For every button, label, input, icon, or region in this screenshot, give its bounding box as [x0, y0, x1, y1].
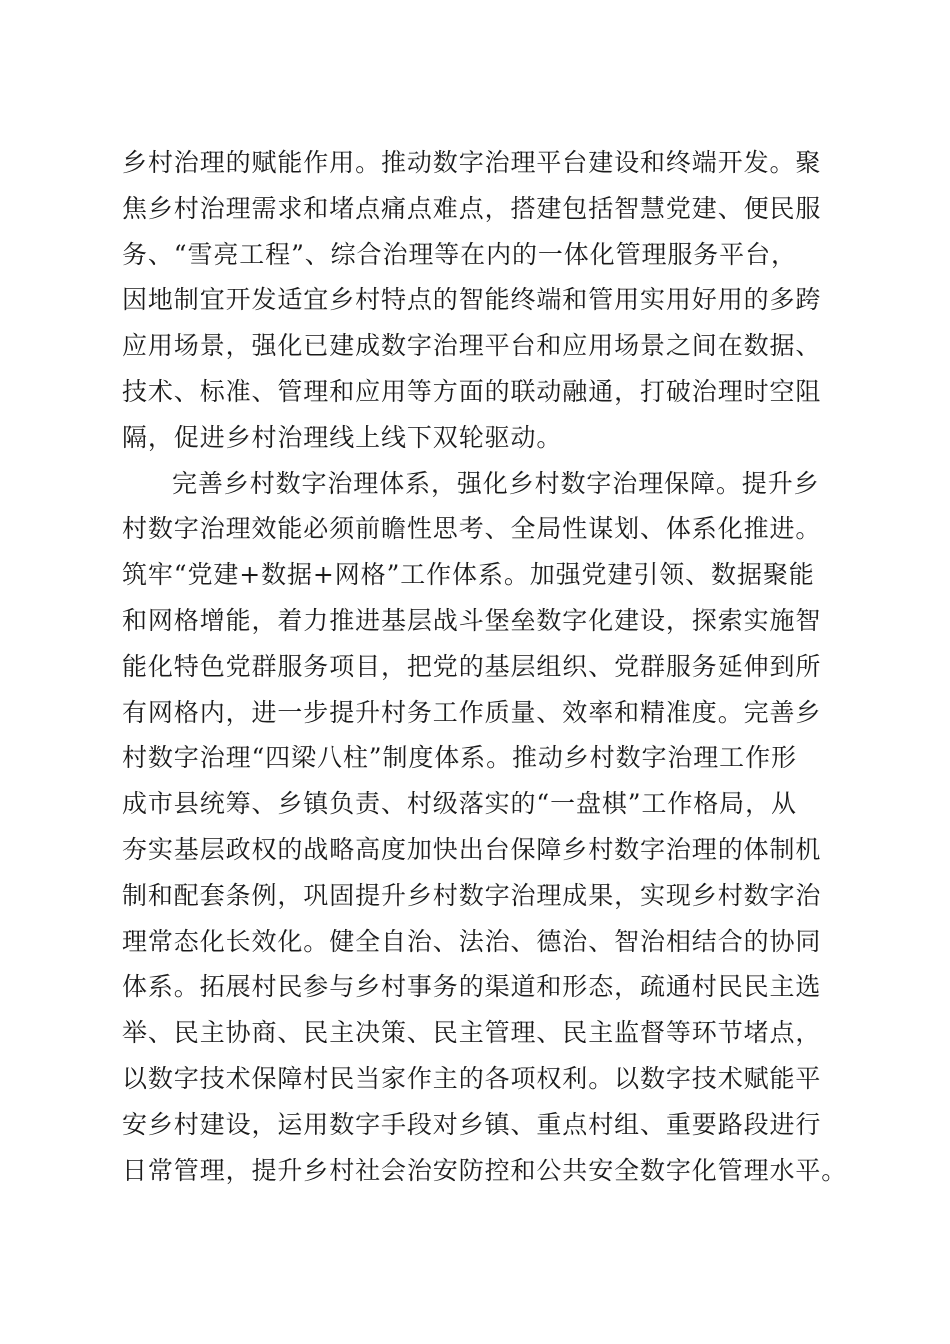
- text-line: 应用场景，强化已建成数字治理平台和应用场景之间在数据、: [122, 331, 822, 361]
- text-line: 以数字技术保障村民当家作主的各项权利。以数字技术赋能平: [122, 1063, 822, 1093]
- text-line: 村数字治理效能必须前瞻性思考、全局性谋划、体系化推进。: [122, 514, 822, 544]
- text-line: 成市县统筹、乡镇负责、村级落实的“一盘棋”工作格局，从: [122, 789, 797, 819]
- text-line: 日常管理，提升乡村社会治安防控和公共安全数字化管理水平。: [122, 1155, 848, 1185]
- text-line: 乡村治理的赋能作用。推动数字治理平台建设和终端开发。聚: [122, 148, 822, 177]
- text-line: 安乡村建设，运用数字手段对乡镇、重点村组、重要路段进行: [122, 1109, 822, 1139]
- text-line: 村数字治理“四梁八柱”制度体系。推动乡村数字治理工作形: [122, 743, 797, 773]
- text-line: 能化特色党群服务项目，把党的基层组织、党群服务延伸到所: [122, 651, 822, 681]
- text-line: 举、民主协商、民主决策、民主管理、民主监督等环节堵点，: [122, 1018, 822, 1048]
- text-line: 制和配套条例，巩固提升乡村数字治理成果，实现乡村数字治: [122, 880, 822, 910]
- text-line: 因地制宜开发适宜乡村特点的智能终端和管用实用好用的多跨: [122, 285, 822, 315]
- text-line: 筑牢“党建+数据+网格”工作体系。加强党建引领、数据聚能: [122, 560, 815, 590]
- text-line: 完善乡村数字治理体系，强化乡村数字治理保障。提升乡: [172, 468, 820, 498]
- paragraph-1: [122, 140, 834, 461]
- text-line: 和网格增能，着力推进基层战斗堡垒数字化建设，探索实施智: [122, 605, 822, 635]
- text-line: 隔，促进乡村治理线上线下双轮驱动。: [122, 422, 563, 452]
- text-line: 体系。拓展村民参与乡村事务的渠道和形态，疏通村民民主选: [122, 972, 822, 1002]
- document-body: [122, 140, 848, 1193]
- text-line: 夯实基层政权的战略高度加快出台保障乡村数字治理的体制机: [122, 834, 822, 864]
- paragraph-2: [122, 461, 848, 1194]
- text-line: 焦乡村治理需求和堵点痛点难点，搭建包括智慧党建、便民服: [122, 193, 822, 223]
- text-line: 务、“雪亮工程”、综合治理等在内的一体化管理服务平台，: [122, 239, 797, 269]
- text-line: 技术、标准、管理和应用等方面的联动融通，打破治理时空阻: [122, 376, 822, 406]
- text-line: 理常态化长效化。健全自治、法治、德治、智治相结合的协同: [122, 926, 822, 956]
- text-line: 有网格内，进一步提升村务工作质量、效率和精准度。完善乡: [122, 697, 822, 727]
